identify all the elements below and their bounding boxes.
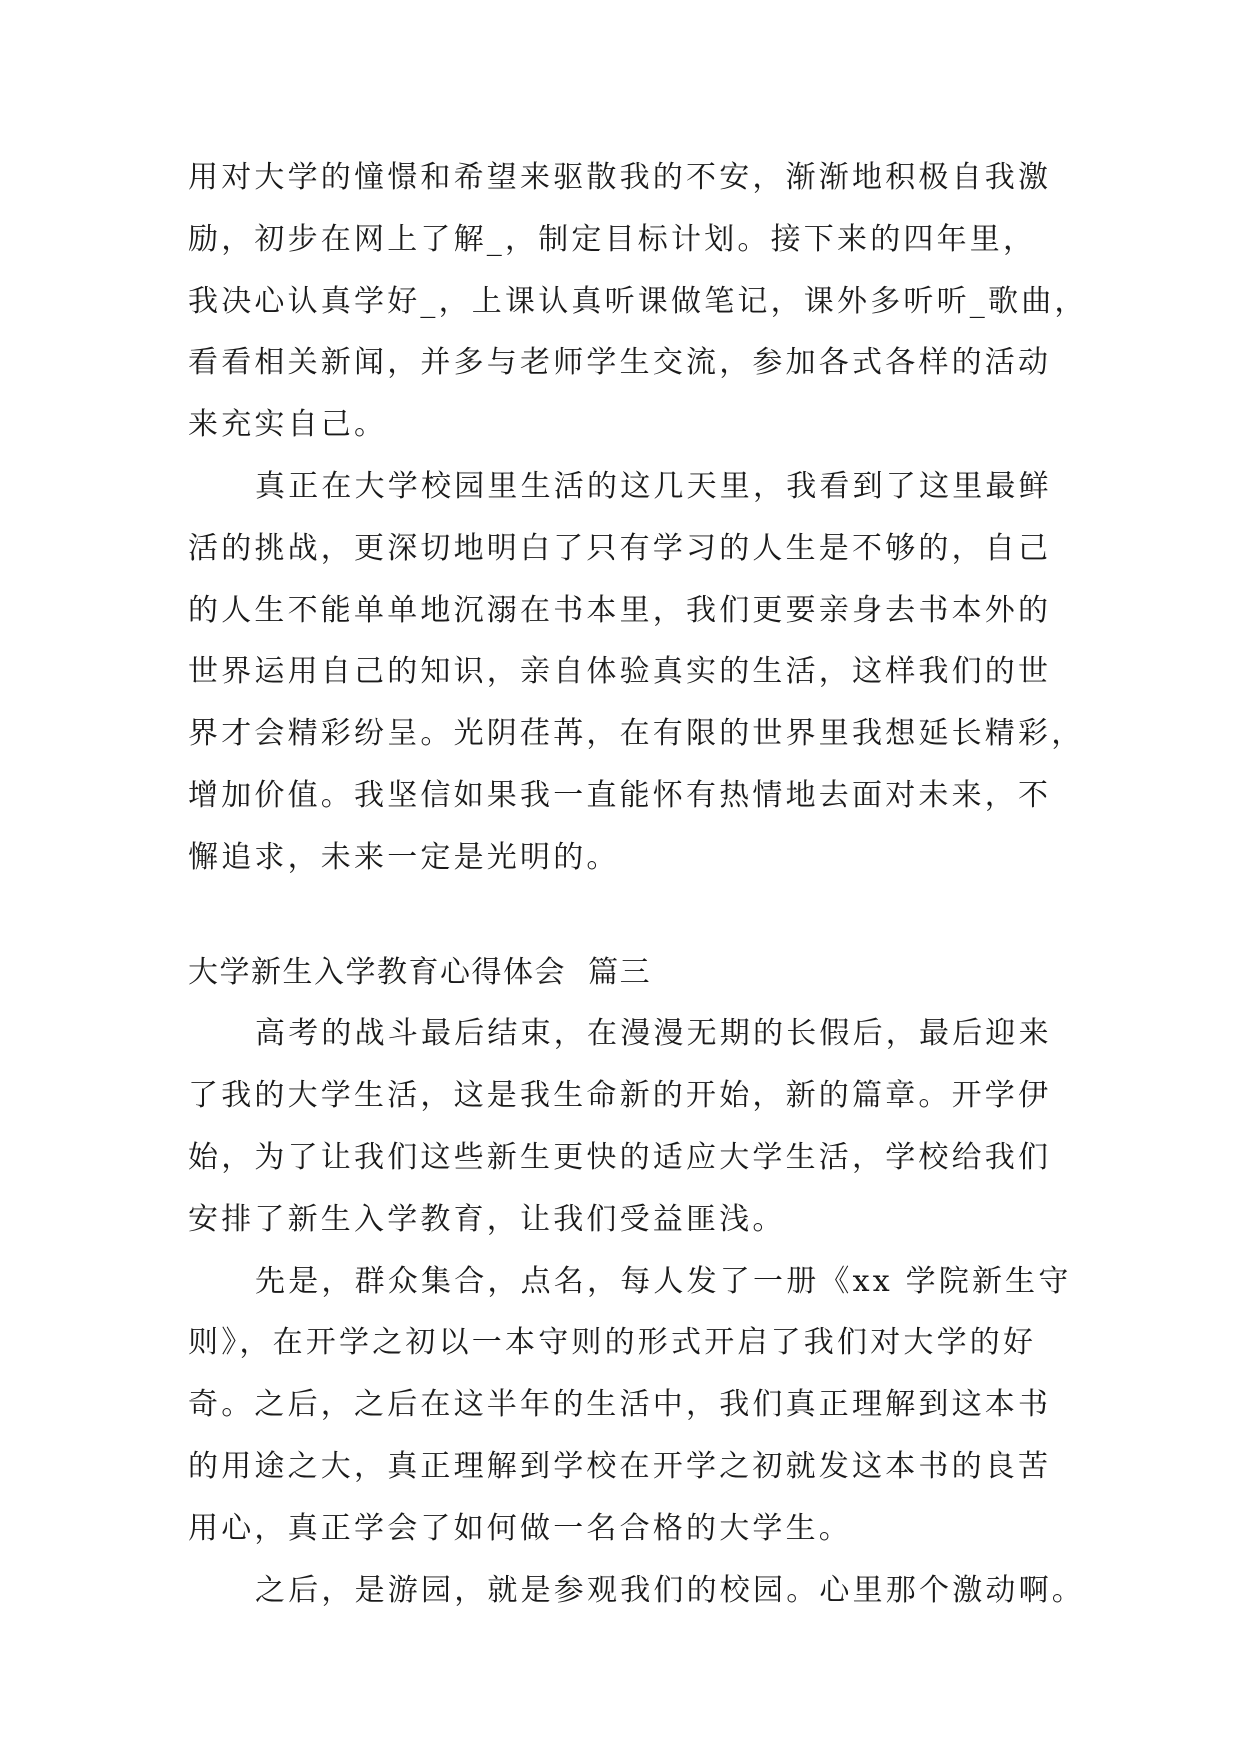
paragraph-line: 看看相关新闻，并多与老师学生交流，参加各式各样的活动: [188, 345, 1052, 381]
paragraph-line: 了我的大学生活，这是我生命新的开始，新的篇章。开学伊: [188, 1078, 1052, 1114]
paragraph-line: 则》，在开学之初以一本守则的形式开启了我们对大学的好: [188, 1325, 1037, 1361]
section-heading: 大学新生入学教育心得体会 篇三: [188, 954, 652, 990]
paragraph-3: [188, 1014, 1060, 1239]
paragraph-line: 界才会精彩纷呈。光阴荏苒，在有限的世界里我想延长精彩，: [188, 716, 1085, 752]
paragraph-line: 奇。之后，之后在这半年的生活中，我们真正理解到这本书: [188, 1387, 1052, 1423]
paragraph-line: 之后，是游园，就是参观我们的校园。心里那个激动啊。: [255, 1572, 1085, 1608]
paragraph-5: [188, 1571, 1085, 1611]
paragraph-line: 增加价值。我坚信如果我一直能怀有热情地去面对未来，不: [188, 777, 1052, 813]
paragraph-line: 我决心认真学好_，上课认真听课做笔记，课外多听听_歌曲，: [188, 283, 1088, 319]
paragraph-line: 先是，群众集合，点名，每人发了一册《xx 学院新生守: [255, 1263, 1072, 1299]
paragraph-line: 真正在大学校园里生活的这几天里，我看到了这里最鲜: [255, 468, 1052, 504]
paragraph-line: 安排了新生入学教育，让我们受益匪浅。: [188, 1201, 786, 1237]
paragraph-line: 世界运用自己的知识，亲自体验真实的生活，这样我们的世: [188, 654, 1052, 690]
paragraph-line: 励，初步在网上了解_，制定目标计划。接下来的四年里，: [188, 221, 1037, 257]
paragraph-line: 活的挑战，更深切地明白了只有学习的人生是不够的，自己: [188, 530, 1052, 566]
paragraph-line: 来充实自己。: [188, 407, 388, 443]
paragraph-line: 高考的战斗最后结束，在漫漫无期的长假后，最后迎来: [255, 1016, 1052, 1052]
document-body: [188, 158, 1088, 1632]
paragraph-4: [188, 1262, 1072, 1549]
paragraph-line: 始，为了让我们这些新生更快的适应大学生活，学校给我们: [188, 1139, 1052, 1175]
paragraph-line: 用心，真正学会了如何做一名合格的大学生。: [188, 1510, 852, 1546]
paragraph-line: 的用途之大，真正理解到学校在开学之初就发这本书的良苦: [188, 1448, 1052, 1484]
paragraph-1: [188, 158, 1088, 445]
paragraph-line: 的人生不能单单地沉溺在书本里，我们更要亲身去书本外的: [188, 592, 1052, 628]
section-spacer: [188, 900, 1060, 953]
paragraph-line: 用对大学的憧憬和希望来驱散我的不安，渐渐地积极自我激: [188, 160, 1052, 195]
paragraph-line: 懈追求，未来一定是光明的。: [188, 839, 620, 875]
paragraph-2: [188, 467, 1085, 878]
